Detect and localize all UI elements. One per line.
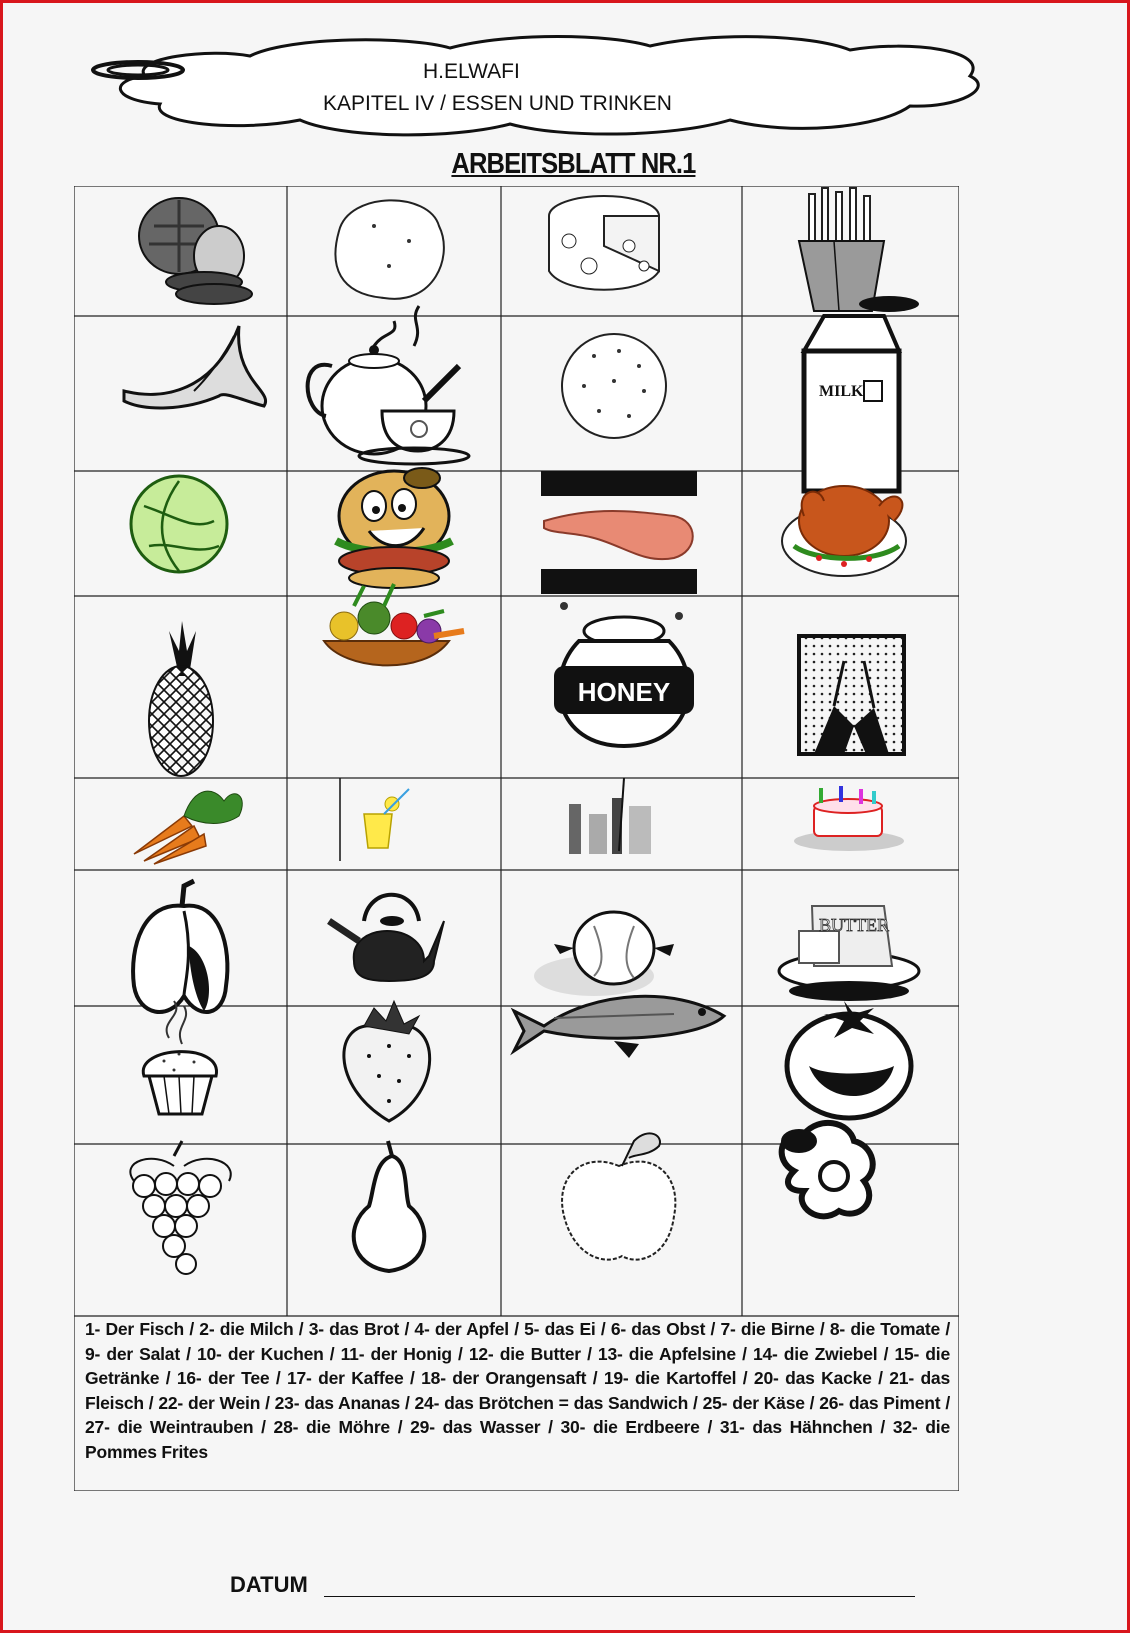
muffin-icon [143, 1001, 216, 1114]
meat-icon [139, 198, 252, 304]
pear-icon [354, 1141, 425, 1271]
tomato-icon [787, 1001, 911, 1118]
date-label: DATUM [230, 1572, 308, 1597]
vocabulary-list: 1- Der Fisch / 2- die Milch / 3- das Brot / 4- der Apfel / 5- das Ei / 6- das Obst / 7- die Birne / 8- die Tomate / 9- der Salat / 10- der Kuchen / 11- der Honig / 12- die Butter / 13- die Apfelsine / 14- die Zwiebel / 15- die Getränke / 16- der Tee / 17- der Kaffee / 18- der Orangensaft / 19- die Kartoffel / 20- das Kacke / 21- das Fleisch / 22- der Wein / 23- das Ananas / 24- das Brötchen = das Sandwich / 25- der Käse / 26- das Piment / 27- die Weintrauben / 28- die Möhre / 29- das Wasser / 30- die Erdbeere / 31- das Hähnchen / 32- die Pommes Frites [85, 1319, 950, 1462]
svg-text:HONEY: HONEY [577, 677, 671, 707]
strawberry-icon [344, 1001, 430, 1121]
pineapple-icon [149, 621, 213, 776]
grapes-icon [130, 1141, 230, 1274]
roast-chicken-icon [782, 486, 906, 576]
onion-icon [534, 912, 674, 996]
cloud-banner [90, 28, 995, 143]
svg-text:BUTTER: BUTTER [819, 915, 889, 935]
french-fries-icon [799, 188, 919, 312]
milk-carton-icon [804, 316, 899, 491]
cake-icon [794, 786, 904, 851]
potato-icon [335, 200, 443, 299]
coffee-kettle-icon [329, 895, 444, 981]
fried-egg-icon [781, 1123, 873, 1216]
meat-slice-icon [541, 471, 697, 594]
teapot-icon [308, 306, 469, 464]
banana-icon [124, 326, 266, 408]
carrots-icon [134, 791, 242, 864]
svg-text:MILK: MILK [819, 383, 864, 400]
cheese-icon [549, 196, 659, 290]
butter-icon [779, 906, 919, 1001]
bread-roll-icon [562, 334, 666, 438]
wine-toast-icon [799, 636, 904, 754]
picture-grid [74, 186, 959, 1491]
sheet-title: ARBEITSBLATT NR.1 [451, 148, 696, 180]
apple-icon [562, 1133, 675, 1259]
drinks-icon [569, 778, 651, 854]
pepper-icon [133, 881, 227, 1012]
orange-juice-icon [340, 778, 409, 861]
lettuce-icon [131, 476, 227, 572]
sandwich-icon [336, 468, 452, 588]
honey-pot-icon [554, 602, 694, 746]
date-input-line[interactable] [324, 1596, 915, 1597]
